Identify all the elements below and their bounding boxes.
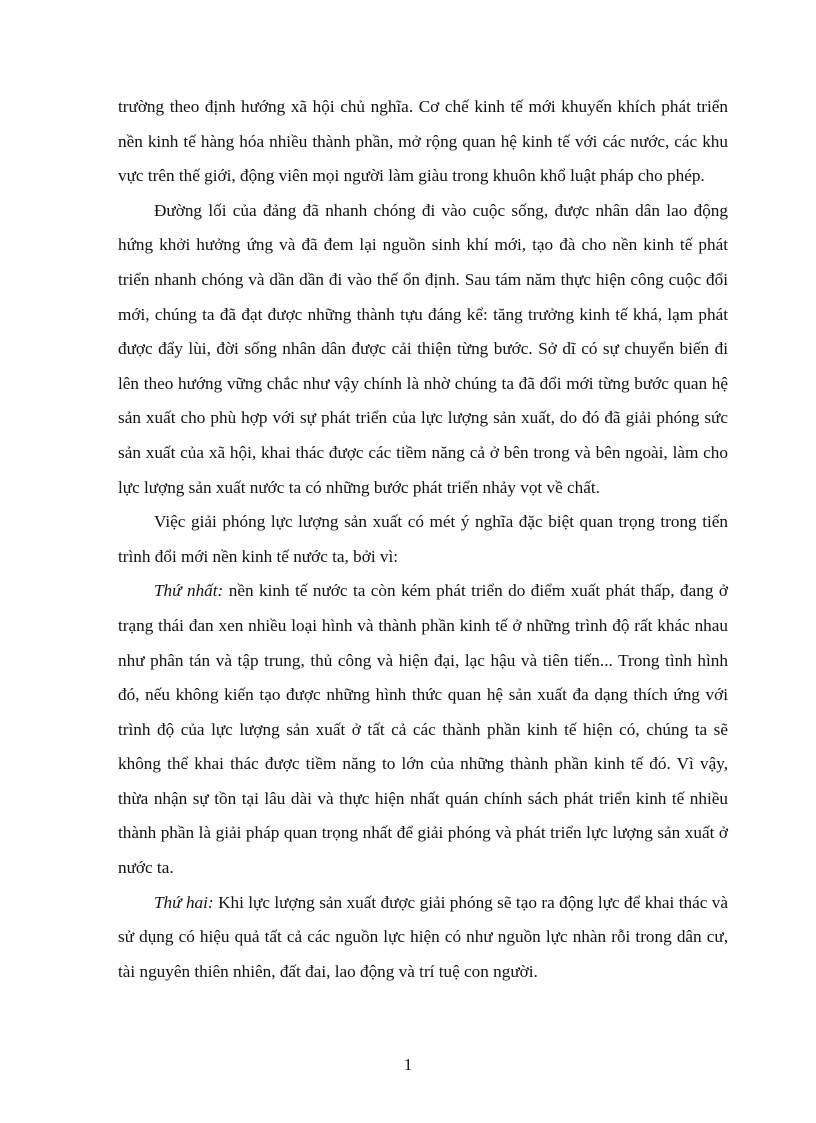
paragraph-continuation bbox=[118, 90, 728, 194]
paragraph-text: Đường lối của đảng đã nhanh chóng đi vào cuộc sống, được nhân dân lao động hứng khởi hưởng ứng và đã đem lại nguồn sinh khí mới, tạo đà cho nền kinh tế phát triển nhanh chóng và dần dần đi vào thế ổn định. Sau tám năm thực hiện công cuộc đổi mới, chúng ta đã đạt được những thành tựu đáng kể: tăng trưởng kinh tế khá, lạm phát được đẩy lùi, đời sống nhân dân được cải thiện từng bước. Sở dĩ có sự chuyển biến đi lên theo hướng vững chắc như vậy chính là nhờ chúng ta đã đổi mới từng bước quan hệ sản xuất cho phù hợp với sự phát triển của lực lượng sản xuất, do đó đã giải phóng sức sản xuất của xã hội, khai thác được các tiềm năng cả ở bên trong và bên ngoài, làm cho lực lượng sản xuất nước ta có những bước phát triển nhảy vọt về chất. bbox=[118, 200, 728, 497]
paragraph-second-reason bbox=[118, 886, 728, 990]
paragraph-text: Việc giải phóng lực lượng sản xuất có mét ý nghĩa đặc biệt quan trọng trong tiến trình đổi mới nền kinh tế nước ta, bởi vì: bbox=[118, 512, 728, 566]
paragraph-party-policy bbox=[118, 194, 728, 505]
paragraph-text: nền kinh tế nước ta còn kém phát triển do điểm xuất phát thấp, đang ở trạng thái đan xen nhiều loại hình và thành phần kinh tế ở những trình độ rất khác nhau như phân tán và tập trung, thủ công và hiện đại, lạc hậu và tiên tiến... Trong tình hình đó, nếu không kiến tạo được những hình thức quan hệ sản xuất đa dạng thích ứng với trình độ của lực lượng sản xuất ở tất cả các thành phần kinh tế hiện có, chúng ta sẽ không thể khai thác được tiềm năng to lớn của những thành phần kinh tế đó. Vì vậy, thừa nhận sự tồn tại lâu dài và thực hiện nhất quán chính sách phát triển kinh tế nhiều thành phần là giải pháp quan trọng nhất để giải phóng và phát triển lực lượng sản xuất ở nước ta. bbox=[118, 581, 728, 878]
page-number: 1 bbox=[403, 1055, 413, 1074]
paragraph-text: trường theo định hướng xã hội chủ nghĩa. Cơ chế kinh tế mới khuyến khích phát triển nền kinh tế hàng hóa nhiều thành phần, mở rộng quan hệ kinh tế với các nước, các khu vực trên thế giới, động viên mọi người làm giàu trong khuôn khổ luật pháp cho phép. bbox=[118, 97, 728, 186]
document-body bbox=[118, 90, 728, 989]
paragraph-first-reason bbox=[118, 574, 728, 885]
paragraph-lead-second: Thứ hai: bbox=[154, 892, 214, 912]
paragraph-text: Khi lực lượng sản xuất được giải phóng sẽ tạo ra động lực để khai thác và sử dụng có hiệu quả tất cả các nguồn lực hiện có như nguồn lực nhàn rỗi trong dân cư, tài nguyên thiên nhiên, đất đai, lao động và trí tuệ con người. bbox=[118, 892, 728, 981]
paragraph-liberation-significance bbox=[118, 505, 728, 574]
paragraph-lead-first: Thứ nhất: bbox=[154, 581, 224, 601]
